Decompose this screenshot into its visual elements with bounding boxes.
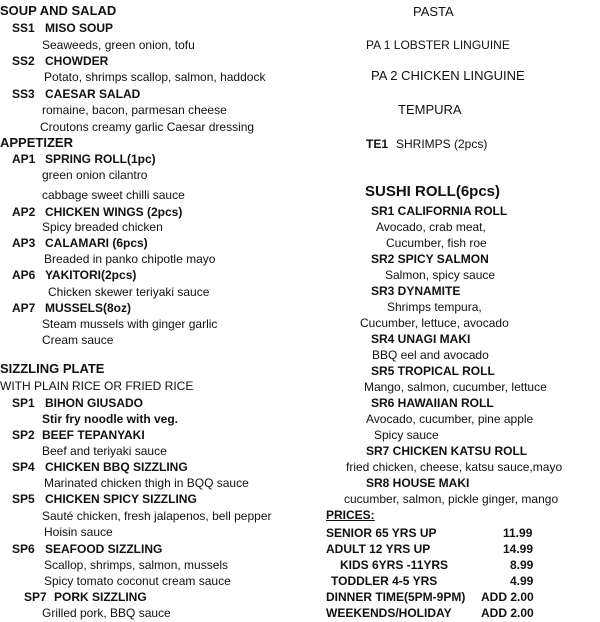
sp7-code: SP7 <box>24 590 47 604</box>
ap7-desc1: Steam mussels with ginger garlic <box>42 317 218 331</box>
sr8-desc: cucumber, salmon, pickle ginger, mango <box>344 492 559 506</box>
ap3-name: CALAMARI (6pcs) <box>45 236 148 250</box>
sr6-desc1: Avocado, cucumber, pine apple <box>366 412 534 426</box>
sizzling-subheader: WITH PLAIN RICE OR FRIED RICE <box>0 379 194 393</box>
ap1-code: AP1 <box>12 152 36 166</box>
pa2-item: PA 2 CHICKEN LINGUINE <box>371 68 525 83</box>
ap6-name: YAKITORI(2pcs) <box>45 268 137 282</box>
te1-desc: SHRIMPS (2pcs) <box>396 137 488 151</box>
ss3-desc2: Croutons creamy garlic Caesar dressing <box>40 120 255 134</box>
sr2-name: SR2 SPICY SALMON <box>371 252 489 266</box>
section-pasta-header: PASTA <box>413 4 454 19</box>
section-soup-header: SOUP AND SALAD <box>0 3 117 18</box>
sp6-name: SEAFOOD SIZZLING <box>45 542 163 556</box>
ap3-code: AP3 <box>12 236 36 250</box>
sp1-desc: Stir fry noodle with veg. <box>42 412 179 426</box>
sp6-desc2: Spicy tomato coconut cream sauce <box>44 574 231 588</box>
sp2-desc: Beef and teriyaki sauce <box>42 444 167 458</box>
sr1-desc2: Cucumber, fish roe <box>386 236 487 250</box>
sr1-desc1: Avocado, crab meat, <box>376 220 486 234</box>
sr3-name: SR3 DYNAMITE <box>371 284 461 298</box>
price-value-adult: 14.99 <box>503 542 534 556</box>
price-value-dinner: ADD 2.00 <box>481 590 534 604</box>
sp6-code: SP6 <box>12 542 35 556</box>
sr5-name: SR5 TROPICAL ROLL <box>371 364 495 378</box>
sp6-desc1: Scallop, shrimps, salmon, mussels <box>44 558 229 572</box>
ap7-desc2: Cream sauce <box>42 333 114 347</box>
ss3-code: SS3 <box>12 87 35 101</box>
sp5-code: SP5 <box>12 492 35 506</box>
ap1-desc1: green onion cilantro <box>42 168 148 182</box>
sp2-name: BEEF TEPANYAKI <box>42 428 145 442</box>
sp4-name: CHICKEN BBQ SIZZLING <box>45 460 188 474</box>
ap1-name: SPRING ROLL(1pc) <box>45 152 156 166</box>
sr2-desc: Salmon, spicy sauce <box>385 268 496 282</box>
price-label-adult: ADULT 12 YRS UP <box>326 542 431 556</box>
sp2-code: SP2 <box>12 428 35 442</box>
ss2-desc: Potato, shrimps scallop, salmon, haddock <box>44 70 266 84</box>
sr4-name: SR4 UNAGI MAKI <box>371 332 471 346</box>
sr8-name: SR8 HOUSE MAKI <box>366 476 470 490</box>
sr1-name: SR1 CALIFORNIA ROLL <box>371 204 508 218</box>
ss1-name: MISO SOUP <box>45 21 114 35</box>
ss3-name: CAESAR SALAD <box>45 87 141 101</box>
price-label-kids: KIDS 6YRS -11YRS <box>340 558 449 572</box>
sp1-code: SP1 <box>12 396 35 410</box>
sp1-name: BIHON GIUSADO <box>45 396 144 410</box>
price-value-kids: 8.99 <box>510 558 534 572</box>
section-sizzling-header: SIZZLING PLATE <box>0 361 105 376</box>
sr6-desc2: Spicy sauce <box>374 428 439 442</box>
price-value-toddler: 4.99 <box>510 574 534 588</box>
sp7-desc: Grilled pork, BBQ sauce <box>42 606 171 620</box>
sp5-desc1: Sauté chicken, fresh jalapenos, bell pepper <box>42 509 272 523</box>
sr6-name: SR6 HAWAIIAN ROLL <box>371 396 494 410</box>
sr3-desc1: Shrimps tempura, <box>387 300 482 314</box>
price-value-weekends: ADD 2.00 <box>481 606 534 620</box>
ap2-desc: Spicy breaded chicken <box>42 220 163 234</box>
sp5-name: CHICKEN SPICY SIZZLING <box>45 492 197 506</box>
ap6-desc: Chicken skewer teriyaki sauce <box>48 285 210 299</box>
section-tempura-header: TEMPURA <box>398 102 462 117</box>
sr5-desc: Mango, salmon, cucumber, lettuce <box>364 380 547 394</box>
section-sushi-header: SUSHI ROLL(6pcs) <box>365 183 501 200</box>
sr3-desc2: Cucumber, lettuce, avocado <box>360 316 509 330</box>
sp4-desc: Marinated chicken thigh in BQQ sauce <box>44 476 249 490</box>
ss2-name: CHOWDER <box>45 54 109 68</box>
section-appetizer-header: APPETIZER <box>0 135 73 150</box>
ss2-code: SS2 <box>12 54 35 68</box>
ss1-code: SS1 <box>12 21 35 35</box>
price-label-toddler: TODDLER 4-5 YRS <box>331 574 438 588</box>
ap7-name: MUSSELS(8oz) <box>45 301 132 315</box>
sr7-desc: fried chicken, cheese, katsu sauce,mayo <box>346 460 563 474</box>
price-label-senior: SENIOR 65 YRS UP <box>326 526 437 540</box>
ap3-desc: Breaded in panko chipotle mayo <box>44 252 216 266</box>
sp4-code: SP4 <box>12 460 35 474</box>
price-label-weekends: WEEKENDS/HOLIDAY <box>326 606 452 620</box>
price-label-dinner: DINNER TIME(5PM-9PM) <box>326 590 466 604</box>
sp7-name: PORK SIZZLING <box>54 590 147 604</box>
ss1-desc: Seaweeds, green onion, tofu <box>42 38 195 52</box>
sr7-name: SR7 CHICKEN KATSU ROLL <box>366 444 528 458</box>
ap1-desc2: cabbage sweet chilli sauce <box>42 188 185 202</box>
ap6-code: AP6 <box>12 268 36 282</box>
te1-code: TE1 <box>366 137 389 151</box>
ap2-name: CHICKEN WINGS (2pcs) <box>45 205 183 219</box>
price-value-senior: 11.99 <box>503 526 533 540</box>
pa1-item: PA 1 LOBSTER LINGUINE <box>366 38 510 52</box>
sp5-desc2: Hoisin sauce <box>44 525 113 539</box>
ap7-code: AP7 <box>12 301 36 315</box>
ap2-code: AP2 <box>12 205 36 219</box>
prices-header: PRICES: <box>326 508 375 522</box>
sr4-desc: BBQ eel and avocado <box>372 348 489 362</box>
ss3-desc1: romaine, bacon, parmesan cheese <box>42 103 227 117</box>
